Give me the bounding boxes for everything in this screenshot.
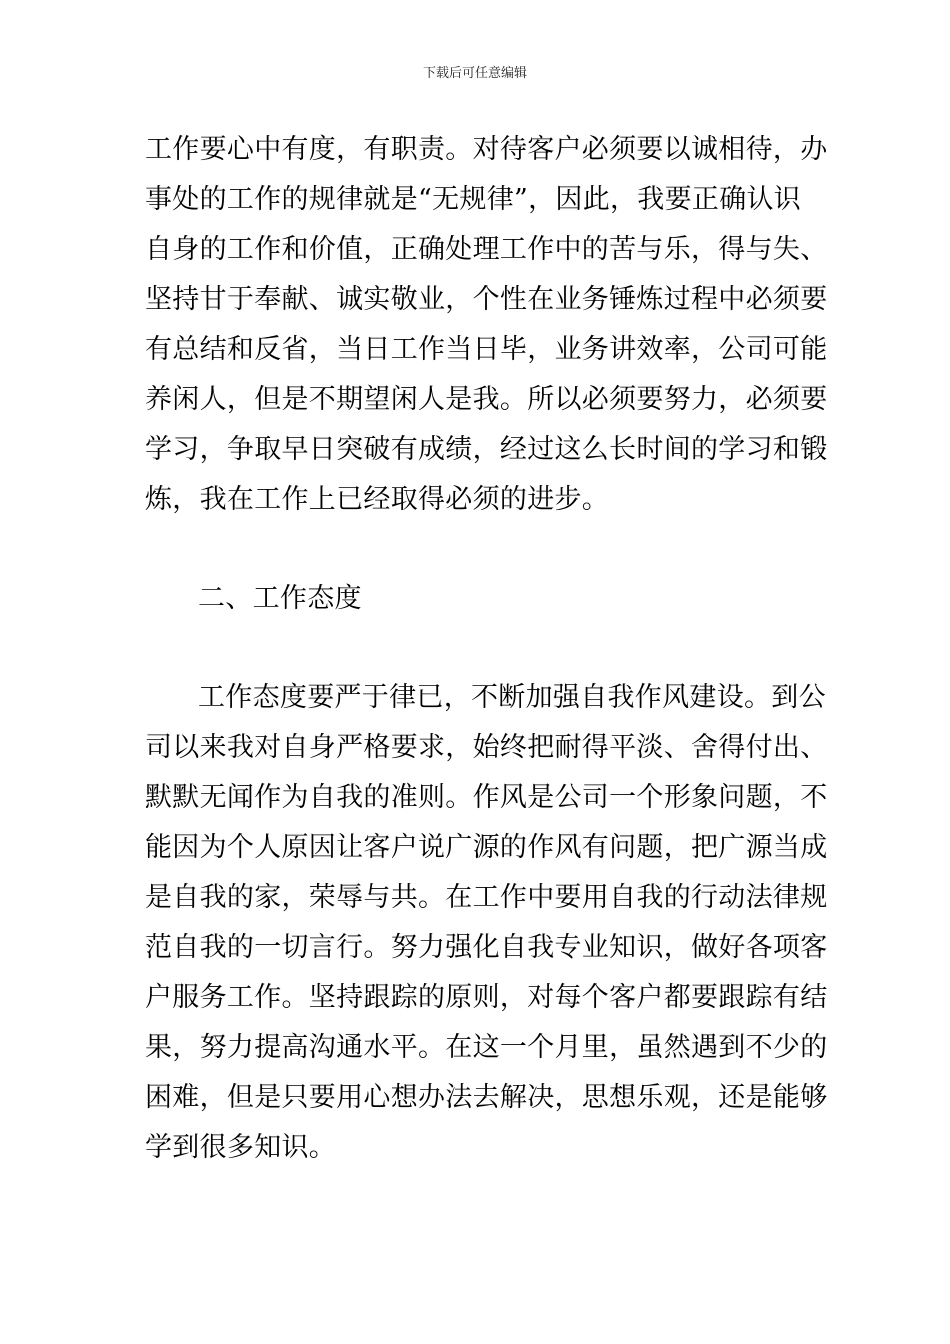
paragraph-line: 养闲人，但是不期望闲人是我。所以必须要努力，必须要 (145, 384, 828, 415)
paragraph-line: 是自我的家，荣辱与共。在工作中要用自我的行动法律规 (145, 882, 828, 913)
paragraph-line: 果，努力提高沟通水平。在这一个月里，虽然遇到不少的 (145, 1032, 828, 1063)
paragraph-line: 学习，争取早日突破有成绩，经过这么长时间的学习和锻 (145, 434, 828, 465)
section-heading: 二、工作态度 (198, 583, 362, 614)
paragraph-line: 坚持甘于奉献、诚实敬业，个性在业务锤炼过程中必须要 (145, 284, 828, 315)
paragraph-line: 有总结和反省，当日工作当日毕，业务讲效率，公司可能 (145, 334, 828, 365)
paragraph-line: 范自我的一切言行。努力强化自我专业知识，做好各项客 (145, 932, 828, 963)
paragraph-line: 司以来我对自身严格要求，始终把耐得平淡、舍得付出、 (145, 732, 828, 763)
paragraph-line: 默默无闻作为自我的准则。作风是公司一个形象问题，不 (145, 782, 828, 813)
paragraph-line: 学到很多知识。 (145, 1132, 337, 1163)
paragraph-line: 能因为个人原因让客户说广源的作风有问题，把广源当成 (145, 832, 828, 863)
paragraph-line: 工作要心中有度，有职责。对待客户必须要以诚相待，办 (145, 134, 828, 165)
paragraph-line: 户服务工作。坚持跟踪的原则，对每个客户都要跟踪有结 (145, 982, 828, 1013)
paragraph-line: 工作态度要严于律已，不断加强自我作风建设。到公 (198, 682, 826, 713)
paragraph-line: 困难，但是只要用心想办法去解决，思想乐观，还是能够 (145, 1082, 828, 1113)
page-header-note: 下载后可任意编辑 (422, 66, 527, 81)
paragraph-line: 炼，我在工作上已经取得必须的进步。 (145, 484, 610, 515)
paragraph-line: 自身的工作和价值，正确处理工作中的苦与乐，得与失、 (145, 234, 828, 265)
paragraph-line: 事处的工作的规律就是“无规律”，因此，我要正确认识 (145, 184, 802, 215)
